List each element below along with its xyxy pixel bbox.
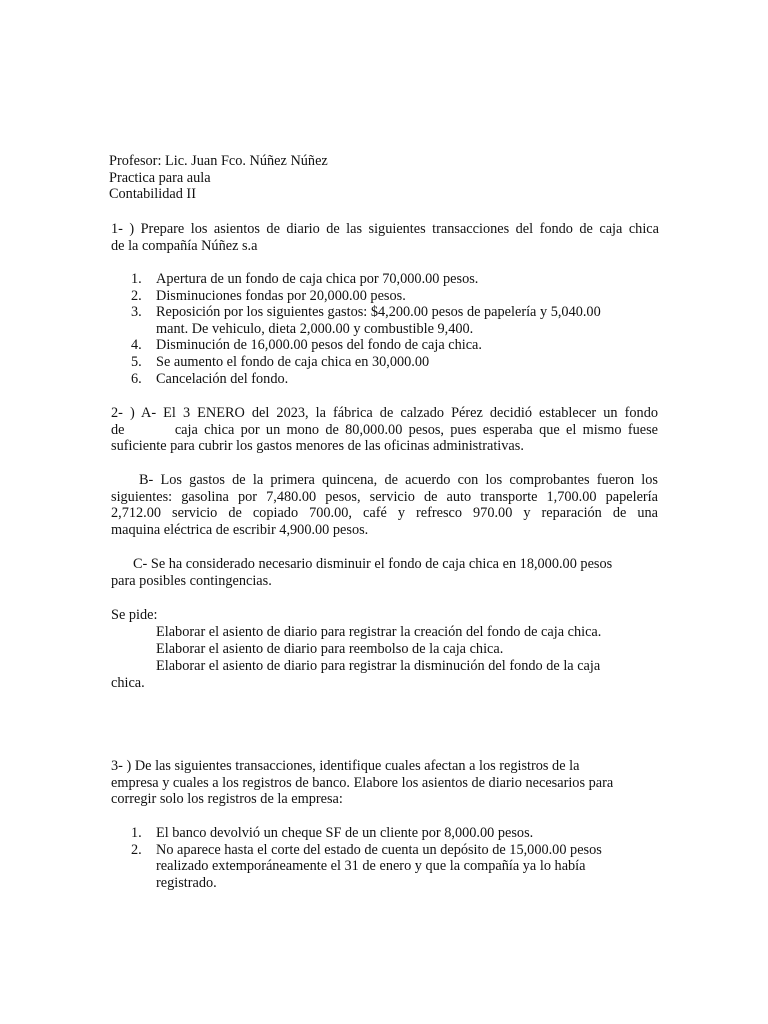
list-item-text-continued: realizado extemporáneamente el 31 de enero y que la compañía ya lo había bbox=[156, 858, 586, 875]
list-item-text: Se aumento el fondo de caja chica en 30,000.00 bbox=[156, 353, 430, 370]
list-item bbox=[131, 842, 661, 892]
question-2b-line-2: siguientes: gasolina por 7,480.00 pesos, servicio de auto transporte 1,700.00 papelería bbox=[111, 488, 658, 505]
question-1-line-1: 1- ) Prepare los asientos de diario de las siguientes transacciones del fondo de caja chica bbox=[111, 221, 659, 237]
question-2-part-a bbox=[111, 405, 658, 455]
list-item-number: 2. bbox=[131, 841, 142, 858]
list-item-number: 2. bbox=[131, 287, 142, 304]
question-2c-line-1: C- Se ha considerado necesario disminuir el fondo de caja chica en 18,000.00 pesos bbox=[133, 556, 613, 572]
professor-line: Profesor: Lic. Juan Fco. Núñez Núñez bbox=[109, 153, 328, 169]
question-2-part-c bbox=[111, 556, 658, 589]
list-item-number: 4. bbox=[131, 337, 142, 354]
list-item bbox=[131, 371, 661, 388]
list-item-text: Reposición por los siguientes gastos: $4,200.00 pesos de papelería y 5,040.00 bbox=[156, 304, 601, 321]
list-item bbox=[131, 271, 661, 288]
list-item-number: 5. bbox=[131, 353, 142, 370]
list-item bbox=[131, 288, 661, 305]
list-item-number: 6. bbox=[131, 370, 142, 387]
requirement-3: Elaborar el asiento de diario para registrar la disminución del fondo de la caja bbox=[156, 658, 601, 674]
question-2a-line-2: de caja chica por un mono de 80,000.00 pesos, pues esperaba que el mismo fuese bbox=[111, 421, 658, 438]
question-3-intro bbox=[111, 758, 658, 808]
list-item-text: Cancelación del fondo. bbox=[156, 370, 289, 387]
question-1-list bbox=[131, 271, 661, 387]
question-2c-line-2: para posibles contingencias. bbox=[111, 572, 272, 589]
list-item bbox=[131, 337, 661, 354]
list-item-text: No aparece hasta el corte del estado de cuenta un depósito de 15,000.00 pesos bbox=[156, 841, 602, 858]
list-item-text-continued: mant. De vehiculo, dieta 2,000.00 y combustible 9,400. bbox=[156, 320, 474, 337]
list-item-number: 1. bbox=[131, 825, 142, 841]
se-pide-label: Se pide: bbox=[111, 607, 158, 623]
list-item bbox=[131, 354, 661, 371]
question-3-line-1: 3- ) De las siguientes transacciones, identifique cuales afectan a los registros de la bbox=[111, 758, 580, 774]
question-1-intro bbox=[111, 221, 659, 254]
question-3-line-2: empresa y cuales a los registros de banco. Elabore los asientos de diario necesarios para bbox=[111, 774, 614, 791]
list-item-text: El banco devolvió un cheque SF de un cliente por 8,000.00 pesos. bbox=[156, 825, 534, 841]
list-item-number: 3. bbox=[131, 304, 142, 321]
requirement-3-continued: chica. bbox=[111, 675, 145, 691]
list-item-text: Disminuciones fondas por 20,000.00 pesos. bbox=[156, 287, 406, 304]
list-item-text: Disminución de 16,000.00 pesos del fondo de caja chica. bbox=[156, 337, 482, 354]
list-item-number: 1. bbox=[131, 271, 142, 287]
document-header bbox=[109, 153, 669, 203]
question-3-list bbox=[131, 825, 661, 891]
question-2b-line-3: 2,712.00 servicio de copiado 700.00, café y refresco 970.00 y reparación de una bbox=[111, 505, 658, 522]
question-2-part-b bbox=[111, 472, 658, 538]
question-2a-line-3: suficiente para cubrir los gastos menores de las oficinas administrativas. bbox=[111, 438, 524, 455]
list-item-text-continued: registrado. bbox=[156, 874, 217, 891]
question-1-line-2: de la compañía Núñez s.a bbox=[111, 237, 258, 254]
list-item bbox=[131, 304, 661, 337]
question-3-line-3: corregir solo los registros de la empresa: bbox=[111, 791, 343, 808]
course-line: Contabilidad II bbox=[109, 186, 196, 203]
list-item bbox=[131, 825, 661, 842]
question-2b-line-1: B- Los gastos de la primera quincena, de acuerdo con los comprobantes fueron los bbox=[139, 472, 658, 488]
requirement-1: Elaborar el asiento de diario para registrar la creación del fondo de caja chica. bbox=[156, 624, 602, 640]
question-2b-line-4: maquina eléctrica de escribir 4,900.00 pesos. bbox=[111, 521, 369, 538]
list-item-text: Apertura de un fondo de caja chica por 70,000.00 pesos. bbox=[156, 271, 479, 287]
practice-line: Practica para aula bbox=[109, 169, 211, 186]
question-2a-line-1: 2- ) A- El 3 ENERO del 2023, la fábrica de calzado Pérez decidió establecer un fondo bbox=[111, 405, 658, 421]
requirement-2: Elaborar el asiento de diario para reembolso de la caja chica. bbox=[156, 641, 504, 657]
